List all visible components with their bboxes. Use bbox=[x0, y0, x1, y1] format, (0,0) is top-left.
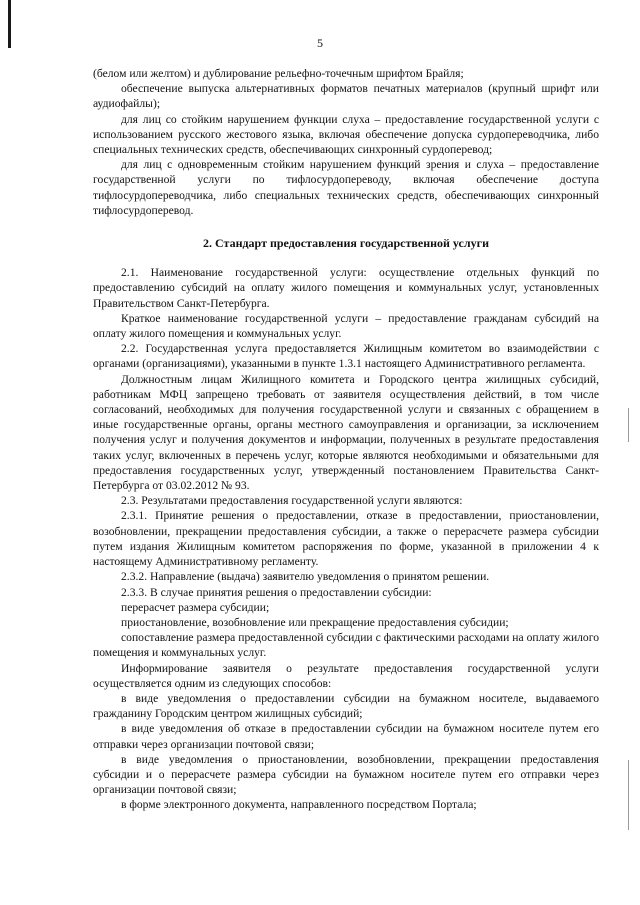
paragraph: 2.1. Наименование государственной услуги: осуществление отдельных функций по предоставлению субсидий на оплату жилого помещения и коммунальных услуг, установленных Правительством Санкт-Петербурга. bbox=[93, 266, 599, 310]
paragraph: 2.2. Государственная услуга предоставляется Жилищным комитетом во взаимодействии с органами (организациями), указанными в пункте 1.3.1 настоящего Административного регламента. bbox=[93, 342, 599, 371]
paragraph: Краткое наименование государственной услуги – предоставление гражданам субсидий на оплату жилого помещения и коммунальных услуг. bbox=[93, 311, 599, 341]
paragraph: Информирование заявителя о результате предоставления государственной услуги осуществляется одним из следующих способов: bbox=[93, 661, 599, 690]
paragraph: в виде уведомления о предоставлении субсидии на бумажном носителе, выдаваемого гражданину Городским центром жилищных субсидий; bbox=[93, 691, 599, 721]
paragraph: 2.3.2. Направление (выдача) заявителю уведомления о принятом решении. bbox=[121, 570, 490, 584]
paragraph: обеспечение выпуска альтернативных форматов печатных материалов (крупный шрифт или аудиофайлы); bbox=[93, 82, 599, 111]
paragraph: для лиц с одновременным стойким нарушением функций зрения и слуха – предоставление государственной услуги по тифлосурдопереводу, включая обеспечение доступа тифлосурдопереводчика, либо специальных технических средств, обеспечивающих синхронный тифлосурдоперевод. bbox=[93, 158, 599, 217]
paragraph: Должностным лицам Жилищного комитета и Городского центра жилищных субсидий, работникам МФЦ запрещено требовать от заявителя осуществления действий, в том числе согласований, необходимых для получения государственной услуги и связанных с обращением в иные государственные органы, органы местного самоуправления и организации, за исключением получения услуг и получения документов и информации, полученных в результате предоставления таких услуг, включенных в перечень услуг, которые являются необходимыми и обязательными для предоставления государственных услуг, утвержденный постановлением Правительства Санкт-Петербурга от 03.02.2012 № 93. bbox=[93, 372, 599, 493]
scan-edge-mark bbox=[628, 760, 629, 830]
paragraph: перерасчет размера субсидии; bbox=[121, 600, 270, 614]
paragraph-group-section-2 bbox=[93, 265, 599, 812]
paragraph: 2.3.3. В случае принятия решения о предоставлении субсидии: bbox=[121, 585, 432, 599]
section-heading: 2. Стандарт предоставления государственной услуги bbox=[203, 236, 489, 251]
paragraph: 2.3.1. Принятие решения о предоставлении, отказе в предоставлении, приостановлении, возобновлении, прекращении предоставления субсидии, а также о перерасчете размера субсидии путем издания Жилищным комитетом распоряжения по форме, указанной в приложении 4 к настоящему Административному регламенту. bbox=[93, 509, 599, 569]
paragraph: в форме электронного документа, направленного посредством Портала; bbox=[121, 798, 477, 812]
paragraph: в виде уведомления о приостановлении, возобновлении, прекращении предоставления субсидии и о перерасчете размера субсидии на бумажном носителе путем его отправки через организации почтовой связи; bbox=[93, 752, 599, 797]
paragraph: 2.3. Результатами предоставления государственной услуги являются: bbox=[121, 494, 463, 508]
page-number: 5 bbox=[317, 36, 323, 50]
paragraph: в виде уведомления об отказе в предоставлении субсидии на бумажном носителе путем его отправки через организации почтовой связи; bbox=[93, 722, 599, 751]
paragraph: (белом или желтом) и дублирование рельефно-точечным шрифтом Брайля; bbox=[93, 67, 464, 80]
scan-edge-mark bbox=[628, 408, 629, 442]
paragraph: приостановление, возобновление или прекращение предоставления субсидии; bbox=[121, 615, 509, 629]
document-body bbox=[93, 66, 599, 813]
paragraph-group-intro bbox=[93, 66, 599, 218]
paragraph: для лиц со стойким нарушением функции слуха – предоставление государственной услуги с использованием русского жестового языка, включая обеспечение допуска сурдопереводчика, либо специальных технических средств, обеспечивающих синхронный сурдоперевод; bbox=[93, 112, 599, 157]
paragraph: сопоставление размера предоставленной субсидии с фактическими расходами на оплату жилого помещения и коммунальных услуг. bbox=[93, 631, 599, 660]
